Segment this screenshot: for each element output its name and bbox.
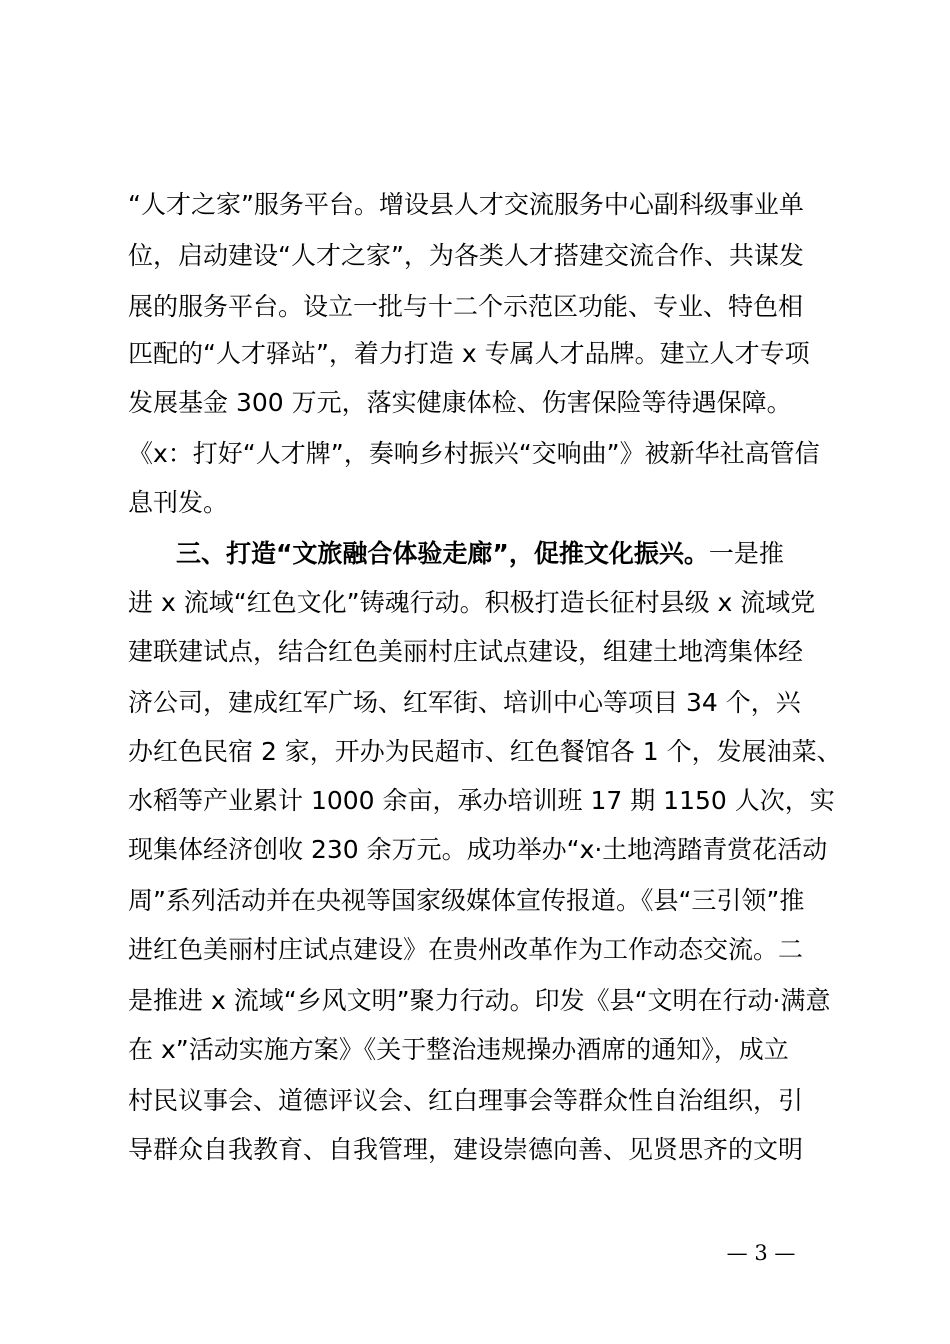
paragraph-line: 济公司，建成红军广场、红军街、培训中心等项目 34 个，兴 [128,688,801,717]
paragraph-line: 水稻等产业累计 1000 余亩，承办培训班 17 期 1150 人次，实 [128,786,835,815]
paragraph-line: 办红色民宿 2 家，开办为民超市、红色餐馆各 1 个，发展油菜、 [128,737,842,766]
section-first-line [176,534,784,574]
paragraph-line: 现集体经济创收 230 余万元。成功举办“x·土地湾踏青赏花活动 [128,835,828,864]
paragraph-line: 展的服务平台。设立一批与十二个示范区功能、专业、特色相 [128,292,804,321]
paragraph-line: 息刊发。 [128,488,229,517]
paragraph-line: 《x：打好“人才牌”，奏响乡村振兴“交响曲”》被新华社高管信 [128,439,820,468]
paragraph-line: 在 x”活动实施方案》《关于整治违规操办酒席的通知》，成立 [128,1035,789,1064]
paragraph-line: 位，启动建设“人才之家”，为各类人才搭建交流合作、共谋发 [128,241,804,270]
paragraph-line: 村民议事会、道德评议会、红白理事会等群众性自治组织，引 [128,1086,804,1115]
paragraph-line: 匹配的“人才驿站”，着力打造 x 专属人才品牌。建立人才专项 [128,339,810,368]
page-number: — 3 — [726,1241,796,1265]
section-heading: 三、打造“文旅融合体验走廊”，促推文化振兴。 [176,539,709,568]
section-first-line-text: 一是推 [708,539,784,568]
paragraph-line: 进 x 流域“红色文化”铸魂行动。积极打造长征村县级 x 流域党 [128,588,816,617]
paragraph-line: 是推进 x 流域“乡风文明”聚力行动。印发《县“文明在行动·满意 [128,986,831,1015]
paragraph-line: 周”系列活动并在央视等国家级媒体宣传报道。《县“三引领”推 [128,886,805,915]
paragraph-line: 导群众自我教育、自我管理，建设崇德向善、见贤思齐的文明 [128,1135,804,1164]
paragraph-line: 建联建试点，结合红色美丽村庄试点建设，组建土地湾集体经 [128,637,804,666]
paragraph-line: 发展基金 300 万元，落实健康体检、伤害保险等待遇保障。 [128,388,792,417]
paragraph-line: 进红色美丽村庄试点建设》在贵州改革作为工作动态交流。二 [128,935,804,964]
paragraph-line: “人才之家”服务平台。增设县人才交流服务中心副科级事业单 [128,190,804,219]
